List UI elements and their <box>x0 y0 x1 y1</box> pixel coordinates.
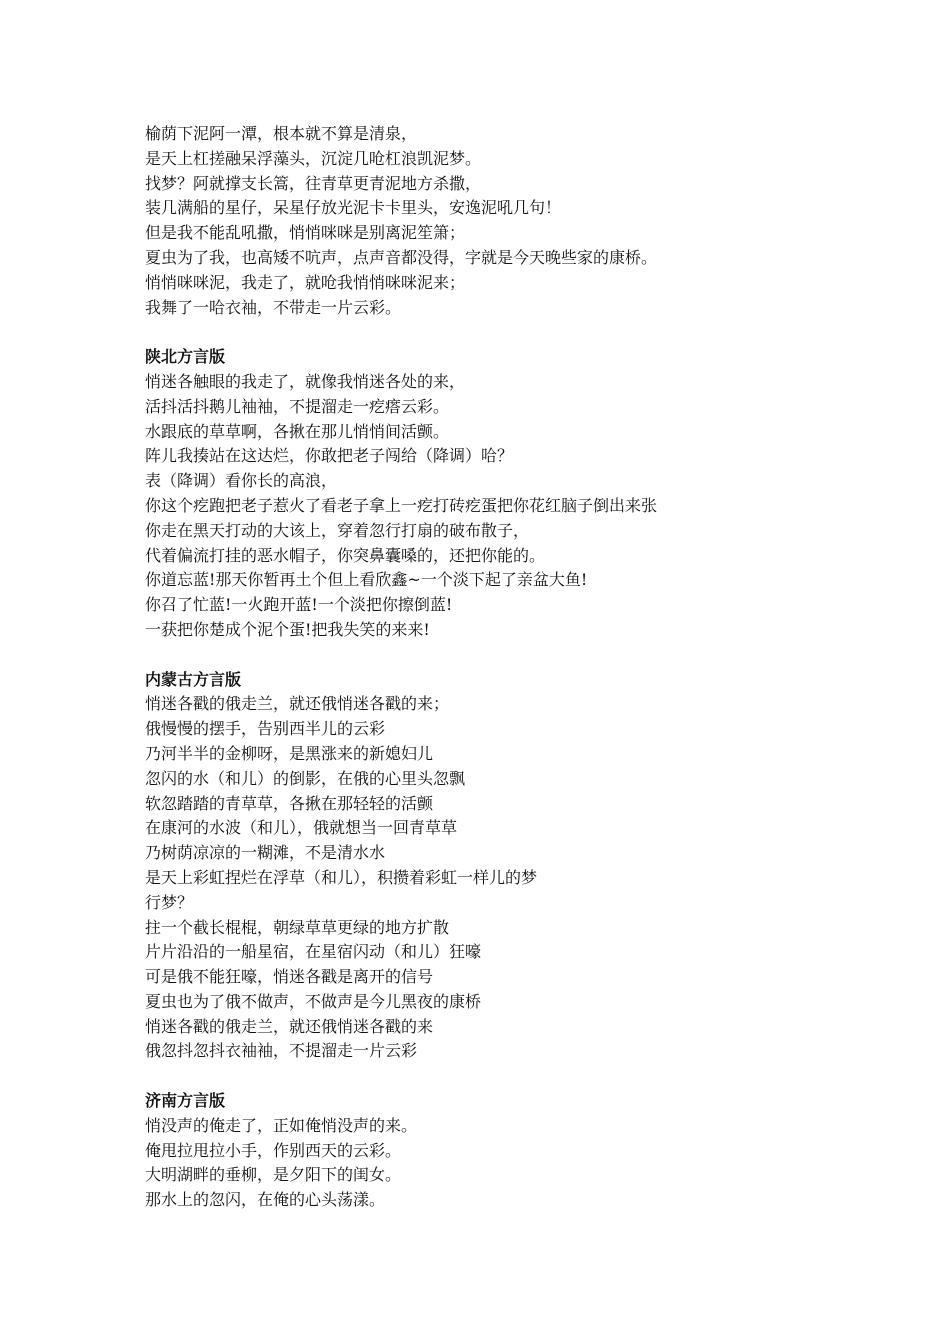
text-line: 我舞了一哈衣袖，不带走一片云彩。 <box>145 297 402 317</box>
text-line: 榆荫下泥阿一潭，根本就不算是清泉， <box>145 124 418 143</box>
text-line: 表（降调）看你长的高浪， <box>145 471 338 491</box>
paragraph-gap <box>145 643 925 668</box>
text-line: 片片沿沿的一船星宿，在星宿闪动（和儿）狂嚎 <box>145 942 482 962</box>
section-neimenggu <box>145 668 925 1065</box>
text-line: 是天上杠搓融呆浮藻头，沉淀几呛杠浪凯泥梦。 <box>145 148 482 168</box>
text-line: 软忽踏踏的青草草，各揪在那轻轻的活颤 <box>145 793 434 813</box>
text-line: 阵儿我揍站在这达烂，你敢把老子闯给（降调）哈？ <box>145 446 514 466</box>
text-line: 俄慢慢的摆手，告别西半儿的云彩 <box>145 719 386 739</box>
text-line: 代着偏流打挂的恶水帽子，你突鼻囊嗓的，还把你能的。 <box>145 545 546 565</box>
text-line: 一获把你楚成个泥个蛋!把我失笑的来来! <box>145 619 430 639</box>
text-line: 夏虫为了我，也高矮不吭声，点声音都没得，字就是今天晚些家的康桥。 <box>145 247 658 267</box>
text-line: 你这个疙跑把老子惹火了看老子拿上一疙打砖疙蛋把你花红脑子倒出来张 <box>145 495 658 515</box>
text-line: 你召了忙蓝!一火跑开蓝!一个淡把你擦倒蓝! <box>145 595 453 615</box>
text-line: 装几满船的星仔，呆星仔放光泥卡卡里头，安逸泥吼几句！ <box>145 198 562 218</box>
text-line: 乃河半半的金柳呀，是黑涨来的新媳妇儿 <box>145 743 434 763</box>
text-line: 悄迷各戳的俄走兰，就还俄悄迷各戳的来； <box>145 694 450 714</box>
section-sichuan <box>145 122 925 320</box>
text-line: 是天上彩虹捏烂在浮草（和儿），积攒着彩虹一样儿的梦 <box>145 867 538 887</box>
text-line: 找梦？阿就撑支长篙，往青草更青泥地方杀撒， <box>145 173 482 193</box>
text-line: 悄没声的俺走了，正如俺悄没声的来。 <box>145 1115 418 1135</box>
text-line: 俄忽抖忽抖衣袖袖，不提溜走一片云彩 <box>145 1041 418 1061</box>
text-line: 拄一个截长棍棍，朝绿草草更绿的地方扩散 <box>145 917 450 937</box>
text-line: 可是俄不能狂嚎，悄迷各戳是离开的信号 <box>145 967 434 987</box>
text-line: 活抖活抖鹅儿袖袖，不提溜走一疙瘩云彩。 <box>145 396 450 416</box>
text-line: 夏虫也为了俄不做声，不做声是今儿黑夜的康桥 <box>145 991 482 1011</box>
section-heading: 陕北方言版 <box>145 347 226 367</box>
text-line: 在康河的水波（和儿），俄就想当一回青草草 <box>145 818 458 838</box>
text-line: 悄迷各戳的俄走兰，就还俄悄迷各戳的来 <box>145 1016 434 1036</box>
text-line: 忽闪的水（和儿）的倒影，在俄的心里头忽飘 <box>145 768 466 788</box>
text-line: 你走在黑天打动的大该上，穿着忽行打扇的破布散子， <box>145 520 530 540</box>
text-line: 那水上的忽闪，在俺的心头荡漾。 <box>145 1190 386 1210</box>
text-line: 你道忘蓝!那天你暂再土个但上看欣鑫~一个淡下起了亲盆大鱼! <box>145 570 588 590</box>
section-heading: 济南方言版 <box>145 1091 226 1111</box>
text-line: 大明湖畔的垂柳，是夕阳下的闺女。 <box>145 1165 402 1185</box>
text-line: 乃树荫凉凉的一糊滩，不是清水水 <box>145 843 386 863</box>
text-line: 俺甩拉甩拉小手，作别西天的云彩。 <box>145 1140 402 1160</box>
document-page <box>145 122 925 1213</box>
text-line: 行梦？ <box>145 892 194 912</box>
section-jinan <box>145 1089 925 1213</box>
paragraph-gap <box>145 1064 925 1089</box>
section-heading: 内蒙古方言版 <box>145 669 242 689</box>
text-line: 悄迷各触眼的我走了，就像我悄迷各处的来， <box>145 371 466 391</box>
text-line: 悄悄咪咪泥，我走了，就呛我悄悄咪咪泥来； <box>145 272 466 292</box>
text-line: 但是我不能乱吼撒，悄悄咪咪是别离泥笙箫； <box>145 223 466 243</box>
text-line: 水跟底的草草啊，各揪在那儿悄悄间活颤。 <box>145 421 450 441</box>
section-shaanbei <box>145 345 925 643</box>
paragraph-gap <box>145 320 925 345</box>
